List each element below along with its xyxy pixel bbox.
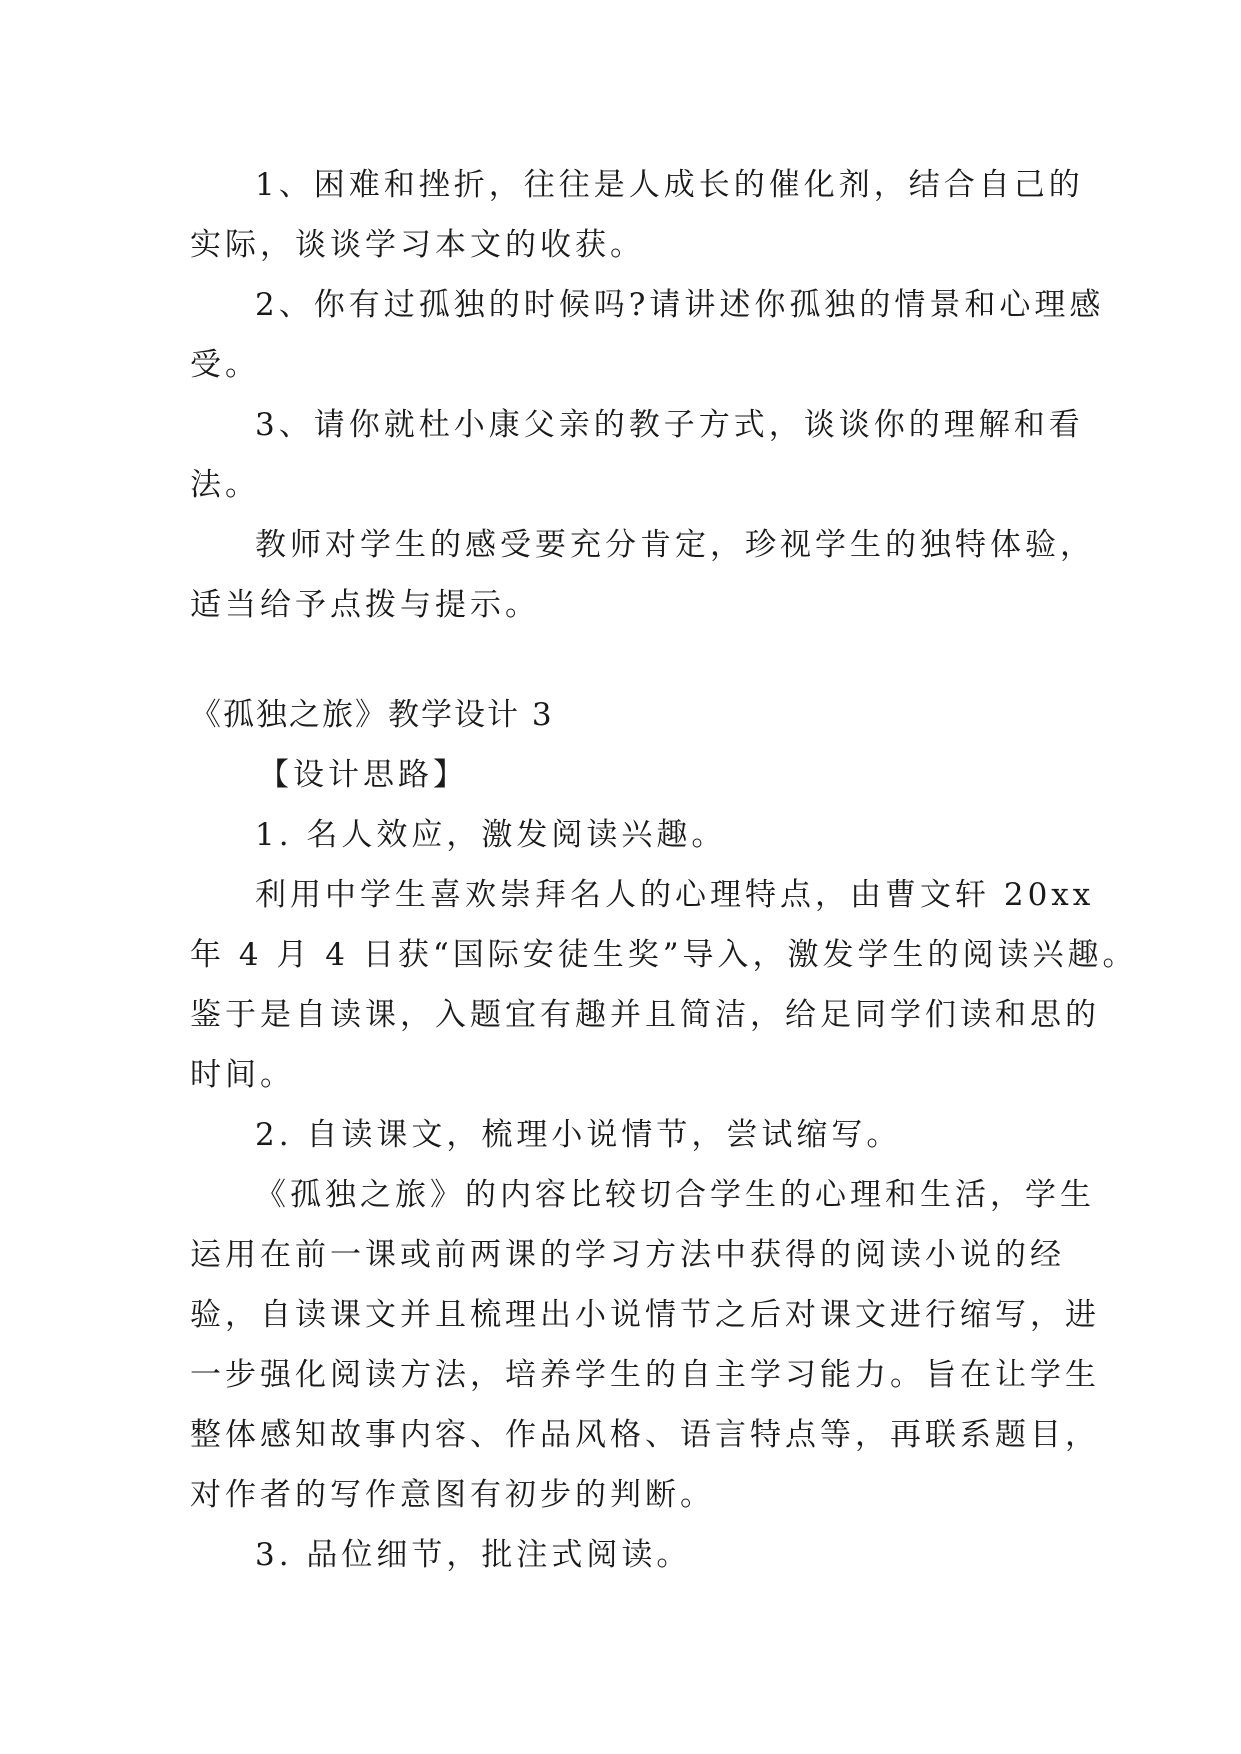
point-2-body-line-4: 一步强化阅读方法，培养学生的自主学习能力。旨在让学生: [190, 1357, 1100, 1393]
design-idea-heading: 【设计思路】: [258, 757, 468, 793]
teacher-note-line-2: 适当给予点拨与提示。: [190, 587, 540, 623]
point-1-heading: 1. 名人效应，激发阅读兴趣。: [255, 817, 727, 853]
point-2-body-line-2: 运用在前一课或前两课的学习方法中获得的阅读小说的经: [190, 1237, 1065, 1273]
point-1-body-line-4: 时间。: [190, 1057, 295, 1093]
point-2-body-line-1: 《孤独之旅》的内容比较切合学生的心理和生活，学生: [255, 1177, 1095, 1213]
question-2-line-2: 受。: [190, 347, 260, 383]
point-1-body-line-1: 利用中学生喜欢崇拜名人的心理特点，由曹文轩 20xx: [255, 877, 1095, 913]
point-2-heading: 2. 自读课文，梳理小说情节，尝试缩写。: [255, 1117, 902, 1153]
question-2-line-1: 2、你有过孤独的时候吗?请讲述你孤独的情景和心理感: [255, 287, 1105, 323]
point-1-body-line-3: 鉴于是自读课，入题宜有趣并且简洁，给足同学们读和思的: [190, 997, 1100, 1033]
point-2-body-line-3: 验，自读课文并且梳理出小说情节之后对课文进行缩写，进: [190, 1297, 1100, 1333]
point-2-body-line-6: 对作者的写作意图有初步的判断。: [190, 1477, 715, 1513]
teacher-note-line-1: 教师对学生的感受要充分肯定，珍视学生的独特体验，: [255, 527, 1095, 563]
question-1-line-1: 1、困难和挫折，往往是人成长的催化剂，结合自己的: [255, 167, 1084, 203]
point-3-heading: 3. 品位细节，批注式阅读。: [255, 1537, 692, 1573]
question-3-line-1: 3、请你就杜小康父亲的教子方式，谈谈你的理解和看: [255, 407, 1084, 443]
question-3-line-2: 法。: [190, 467, 260, 503]
section-title: 《孤独之旅》教学设计 3: [190, 697, 554, 733]
point-2-body-line-5: 整体感知故事内容、作品风格、语言特点等，再联系题目，: [190, 1417, 1100, 1453]
question-1-line-2: 实际，谈谈学习本文的收获。: [190, 227, 645, 263]
point-1-body-line-2: 年 4 月 4 日获“国际安徒生奖”导入，激发学生的阅读兴趣。: [190, 937, 1138, 973]
